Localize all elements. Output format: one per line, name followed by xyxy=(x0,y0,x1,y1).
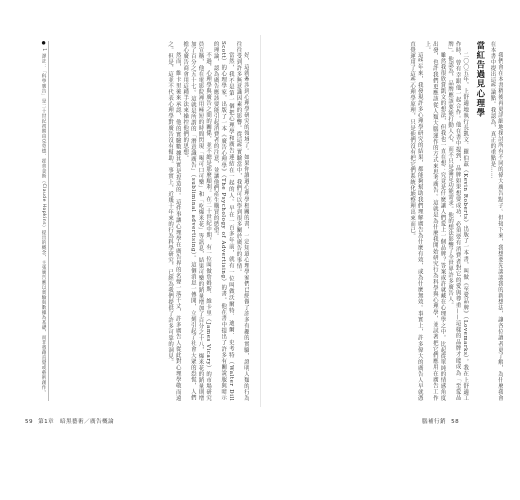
paragraph: 二〇〇五年，上舒適地執行長凱文．羅伯茲（Kevin Roberts）出版了一本書，叫做《至愛品牌》（Lovemarks）。我在上舒適工作時，曾有幸跟他一起合作。他在書中提到，品牌如果想要成功，必須要有消費者對它的愛與尊重——這樣的品牌才能成為「至愛品牌」。他認為，品牌應該要能打動人心，而不只是滿足功能需求。他的想法影響了全世界許多廣告人。 xyxy=(447,41,469,401)
book-spread xyxy=(10,35,510,455)
book-running-head: 腦補行銷 xyxy=(422,419,446,425)
footnote-bullet-icon: ● xyxy=(41,41,46,47)
footnote xyxy=(22,41,46,401)
page-number: 58 xyxy=(451,419,460,425)
right-folio xyxy=(422,417,462,425)
paragraph: 我們會在本書稍後再更詳細地探討所有不同的偉大廣告點子。但接下來，我想要先談談我的新想法，讓各位讀者更了解，為什麼我會在本書中提出這些論點。我認為，真正的重點是…… xyxy=(489,41,503,401)
right-page-body xyxy=(268,41,503,401)
section-heading: 當紅告過見心理學 xyxy=(475,41,486,118)
right-page xyxy=(268,35,503,407)
page-number: 59 xyxy=(25,419,33,425)
paragraph: 當然，我不是第一個把心理學和廣告連結在一起的人。早在一百多年前，就有一位叫做沃爾特．迪爾．史考特（Walter Dill Scott）的心理學家，出版了一本《廣告心理學》（The Psychology of Advertising）的書。他在書中提出了許多有關說服與暗示的理論，認為廣告應該要能引起消費者的注意，並讓他們產生購買的慾望。 xyxy=(212,41,234,401)
paragraph: 好，這就牽涉到心理學研究的領域了。如果你讀過心理學相關的書，一定知道心理學家們已經做了許多有趣的實驗，證明人類的行為往往受到許多無意識因素的影響。從這些實驗當中，我們可以學到很多關於廣告的事情。 xyxy=(235,41,249,401)
left-folio xyxy=(22,417,114,425)
paragraph: 雖然我很欣賞凱文的想法，但我也一直在想：究竟是什麼讓人們愛上一個品牌？答案或許就藏在心理學之中。比起從單純的情感角度出發，也許我們更應該從人類大腦運作的方式來思考廣告。這就是為什麼我開始研究行為科學與心理學，並試著把它們應用在廣告工作上。 xyxy=(424,41,446,401)
gutter-divider xyxy=(260,35,261,407)
chapter-running-head: 第1章 暗黑藝術／廣告概論 xyxy=(38,419,114,425)
footnote-text: 1 譯註：「科學廣告」是二十世紀初期由克勞德．霍普金斯（Claude Hopkins）提出的概念，主張廣告應以實驗與數據為基礎，而非憑藉直覺或藝術創作。 xyxy=(41,48,46,395)
left-page-body xyxy=(44,41,249,401)
left-page xyxy=(22,35,257,407)
paragraph: 不過，心理學與廣告之間的關係，並不總是那麼順利。在二十世紀中期，有一位叫做詹姆斯．維卡里（James Vicary）的市場研究員宣稱，他在電影院裡用極短的時間閃現「喝可口可樂」和「吃爆米花」等訊息，結果可樂的銷量增加了百分之十八，爆米花的銷量則增加了百分之五十七。這就是所謂的「潛意識廣告」（subliminal advertising）。這個消息一傳開，立刻引起了社會大眾的恐慌，人們擔心廣告商會用這種手法來操控他們的思想。 xyxy=(182,41,212,401)
paragraph: 然而，維卡里後來承認，他的實驗數據其實是捏造的。這件事讓心理學在廣告界的名聲一落千丈，許多廣告人從此對心理學敬而遠之。但是，這並不代表心理學對廣告沒有幫助。事實上，近幾十年來的行為科學研究，已經為我們提供了許多可靠的洞見。 xyxy=(167,41,181,401)
paragraph: 這些年來，我發現許多心理學研究的結果，都能夠幫助我們理解廣告為什麼有效，或為什麼無效。事實上，許多偉大的廣告人早就憑直覺運用了這些心理學原理，只是他們沒有把它們系統化地整理出來而已。 xyxy=(409,41,423,401)
